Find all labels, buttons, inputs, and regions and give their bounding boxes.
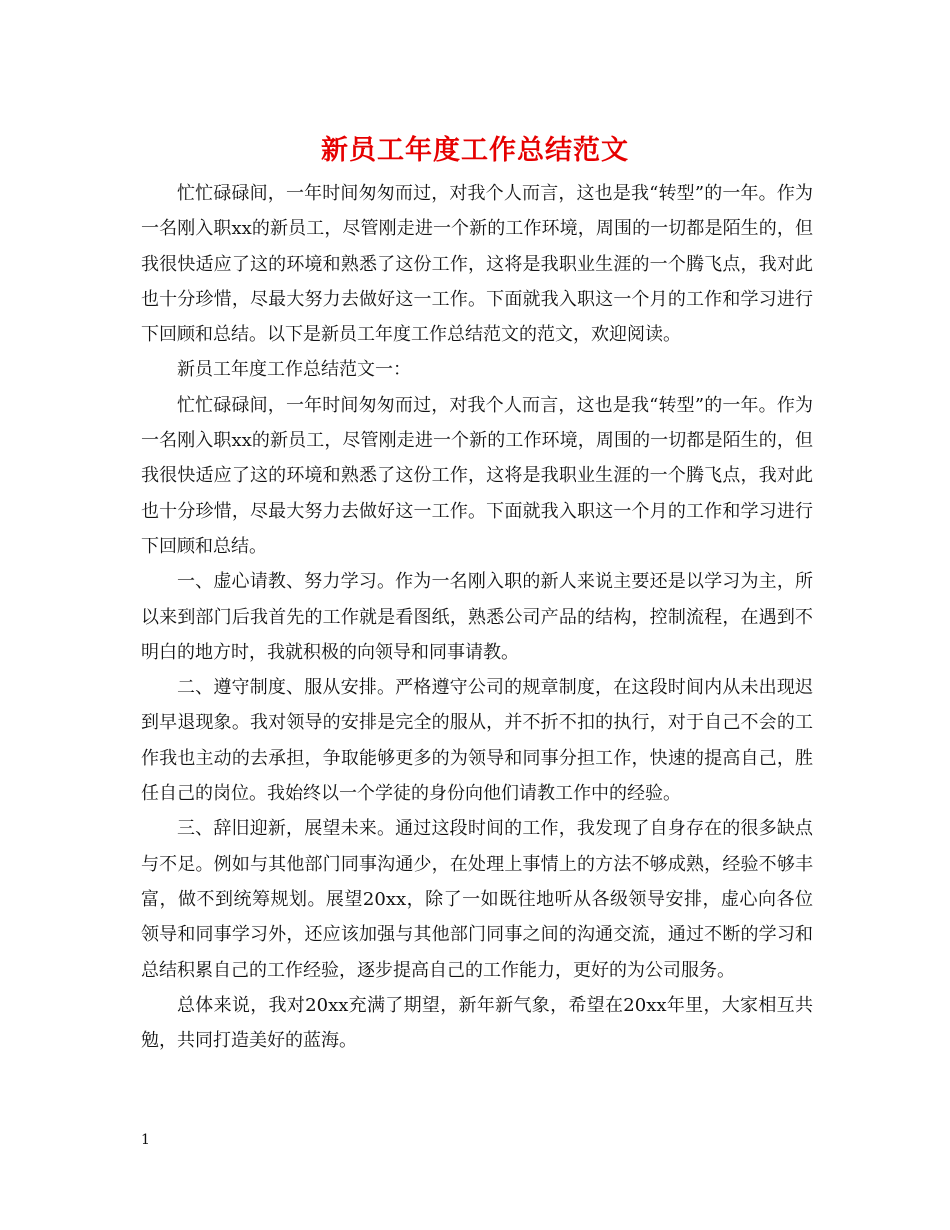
paragraph-section-three: 三、辞旧迎新，展望未来。通过这段时间的工作，我发现了自身存在的很多缺点与不足。例如与其他部门同事沟通少，在处理上事情上的方法不够成熟，经验不够丰富，做不到统筹规划。展望20xx，除了一如既往地听从各级领导安排，虚心向各位领导和同事学习外，还应该加强与其他部门同事之间的沟通交流，通过不断的学习和总结积累自己的工作经验，逐步提高自己的工作能力，更好的为公司服务。 [141,818,813,981]
paragraph-sample-intro: 忙忙碌碌间，一年时间匆匆而过，对我个人而言，这也是我“转型”的一年。作为一名刚入职xx的新员工，尽管刚走进一个新的工作环境，周围的一切都是陌生的，但我很快适应了这的环境和熟悉了这份工作，这将是我职业生涯的一个腾飞点，我对此也十分珍惜，尽最大努力去做好这一工作。下面就我入职这一个月的工作和学习进行下回顾和总结。 [141,394,813,557]
paragraph-intro: 忙忙碌碌间，一年时间匆匆而过，对我个人而言，这也是我“转型”的一年。作为一名刚入职xx的新员工，尽管刚走进一个新的工作环境，周围的一切都是陌生的，但我很快适应了这的环境和熟悉了这份工作，这将是我职业生涯的一个腾飞点，我对此也十分珍惜，尽最大努力去做好这一工作。下面就我入职这一个月的工作和学习进行下回顾和总结。以下是新员工年度工作总结范文的范文，欢迎阅读。 [141,183,813,346]
paragraph-heading-sample-one: 新员工年度工作总结范文一： [177,359,411,381]
document-body [141,176,813,1058]
paragraph-section-one: 一、虚心请教、努力学习。作为一名刚入职的新人来说主要还是以学习为主，所以来到部门后我首先的工作就是看图纸，熟悉公司产品的结构，控制流程，在遇到不明白的地方时，我就积极的向领导和同事请教。 [141,571,813,663]
paragraph-section-two: 二、遵守制度、服从安排。严格遵守公司的规章制度，在这段时间内从未出现迟到早退现象。我对领导的安排是完全的服从，并不折不扣的执行，对于自己不会的工作我也主动的去承担，争取能够更多的为领导和同事分担工作，快速的提高自己，胜任自己的岗位。我始终以一个学徒的身份向他们请教工作中的经验。 [141,677,813,805]
paragraph-conclusion: 总体来说，我对20xx充满了期望，新年新气象，希望在20xx年里，大家相互共勉，共同打造美好的蓝海。 [141,994,813,1052]
page-number: 1 [141,1132,150,1148]
document-title: 新员工年度工作总结范文 [321,135,629,166]
